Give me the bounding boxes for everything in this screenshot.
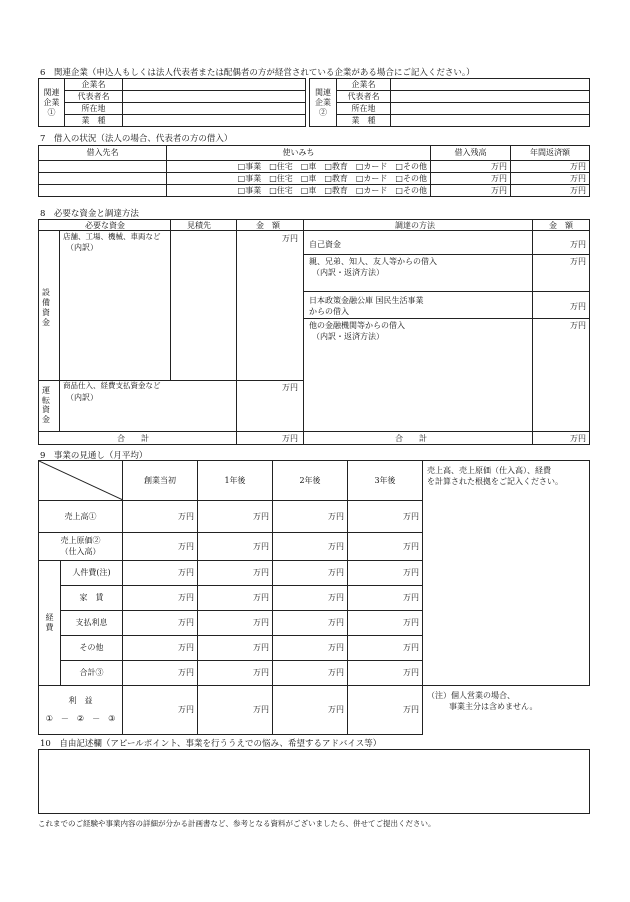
header-funding-method: 調達の方法 [395,221,435,230]
usage-checkboxes[interactable]: □事業 □住宅 □車 □教育 □カード □その他 [167,161,431,173]
row-cost-label: 売上原価② [60,536,101,546]
other-unit: 万円 [198,636,273,661]
method-own-unit: 万円 [570,240,586,249]
rent-unit: 万円 [123,586,198,611]
field-industry: 業 種 [65,115,123,127]
subtotal-unit: 万円 [123,661,198,686]
row-interest: 支払利息 [61,611,123,636]
rent-unit: 万円 [273,586,348,611]
working-breakdown: （内訳） [66,393,98,402]
basis-cell[interactable] [423,461,590,686]
table-row [39,161,590,173]
subtotal-unit: 万円 [273,661,348,686]
profit-unit: 万円 [348,686,423,735]
cost-unit: 万円 [123,533,198,561]
free-description-box[interactable] [38,749,590,814]
industry-input[interactable] [123,115,306,127]
row-personnel: 人件費(注) [61,561,123,586]
profit-unit: 万円 [198,686,273,735]
header-annual-repayment: 年間返済額 [511,146,590,161]
profit-unit: 万円 [123,686,198,735]
header-needed-funds: 必要な資金 [85,221,125,230]
field-company-name: 企業名 [337,79,391,91]
equipment-amount-unit: 万円 [282,234,298,243]
balance-unit: 万円 [431,161,511,173]
repayment-unit: 万円 [511,161,590,173]
header-quote-source: 見積先 [187,221,211,230]
other-unit: 万円 [348,636,423,661]
diagonal-line [39,461,123,500]
personnel-unit: 万円 [348,561,423,586]
working-amount-unit: 万円 [282,383,298,392]
industry-input[interactable] [391,115,590,127]
working-funds-label: 運転資金 [42,386,50,424]
method-jfc-unit: 万円 [570,302,586,311]
business-outlook-table [38,460,590,735]
field-representative: 代表者名 [65,91,123,103]
col-year-3: 3年後 [348,461,423,501]
field-industry: 業 種 [337,115,391,127]
personnel-unit: 万円 [273,561,348,586]
row-cost [39,533,123,561]
method-family-unit: 万円 [570,257,586,266]
balance-unit: 万円 [431,185,511,197]
related-company-2-label: 関連企業② [310,79,337,127]
equipment-funds-label: 設備資金 [42,288,50,327]
equipment-breakdown: （内訳） [66,243,98,252]
company-name-input[interactable] [391,79,590,91]
rent-unit: 万円 [348,586,423,611]
other-unit: 万円 [273,636,348,661]
company-name-input[interactable] [123,79,306,91]
section-10-title: 10 自由記述欄（アピールポイント、事業を行ううえでの悩み、希望するアドバイス等） [40,739,382,749]
rent-unit: 万円 [198,586,273,611]
lender-input[interactable] [39,185,167,197]
table-row [39,185,590,197]
footer-note: これまでのご経験や事業内容の詳細が分かる計画書など、参考となる資料がございましたら、併せてご提出ください。 [38,819,436,828]
field-company-name: 企業名 [65,79,123,91]
address-input[interactable] [391,103,590,115]
row-sales: 売上高① [39,501,123,533]
lender-input[interactable] [39,161,167,173]
col-start: 創業当初 [123,461,198,501]
equipment-desc: 店舗、工場、機械、車両など [63,232,161,241]
personnel-unit: 万円 [198,561,273,586]
representative-input[interactable] [391,91,590,103]
address-input[interactable] [123,103,306,115]
row-subtotal: 合計③ [61,661,123,686]
related-company-table-1 [38,78,306,127]
diagonal-cell [39,461,123,501]
representative-input[interactable] [123,91,306,103]
method-other-detail: （内訳・返済方法） [312,332,384,341]
col-year-2: 2年後 [273,461,348,501]
profit-label: 利 益 [68,696,93,706]
method-family-loan: 親、兄弟、知人、友人等からの借入 [309,257,437,266]
col-year-1: 1年後 [198,461,273,501]
cost-unit: 万円 [348,533,423,561]
header-usage: 使いみち [167,146,431,161]
sales-unit: 万円 [123,501,198,533]
total-label-2: 合 計 [395,434,427,443]
sales-unit: 万円 [198,501,273,533]
subtotal-unit: 万円 [348,661,423,686]
method-own-funds: 自己資金 [309,240,341,249]
row-cost-sub: （仕入高） [60,546,101,556]
lender-input[interactable] [39,173,167,185]
method-family-detail: （内訳・返済方法） [312,268,384,277]
table-row [39,686,590,735]
expense-label: 経費 [39,561,61,686]
header-balance: 借入残高 [431,146,511,161]
interest-unit: 万円 [198,611,273,636]
interest-unit: 万円 [348,611,423,636]
total-amount-unit-2: 万円 [570,434,586,443]
cost-unit: 万円 [198,533,273,561]
row-profit [39,686,123,735]
total-label: 合 計 [117,434,149,443]
header-amount: 金 額 [256,221,280,230]
method-jfc-loan: 日本政策金融公庫 国民生活事業 [309,296,424,305]
profit-note-2: 事業主分は含めません。 [449,702,538,712]
row-other: その他 [61,636,123,661]
interest-unit: 万円 [123,611,198,636]
header-lender: 借入先名 [39,146,167,161]
table-row [39,173,590,185]
profit-unit: 万円 [273,686,348,735]
working-desc: 商品仕入、経費支払資金など [63,381,161,390]
header-amount-2: 金 額 [549,221,573,230]
cost-unit: 万円 [273,533,348,561]
sales-unit: 万円 [348,501,423,533]
section-6-title: 6 関連企業（申込人もしくは法人代表者または配偶者の方が経営されている企業がある場合にご記入ください。） [40,68,475,78]
field-representative: 代表者名 [337,91,391,103]
profit-note [423,686,590,735]
section-8-title: 8 必要な資金と調達方法 [40,209,139,219]
section-7-title: 7 借入の状況（法人の場合、代表者の方の借入） [40,134,233,144]
personnel-unit: 万円 [123,561,198,586]
field-address: 所在地 [337,103,391,115]
profit-formula: ① － ② － ③ [45,714,116,723]
sales-unit: 万円 [273,501,348,533]
usage-checkboxes[interactable]: □事業 □住宅 □車 □教育 □カード □その他 [167,185,431,197]
subtotal-unit: 万円 [198,661,273,686]
repayment-unit: 万円 [511,173,590,185]
total-amount-unit: 万円 [282,434,298,443]
borrowing-table [38,145,590,197]
balance-unit: 万円 [431,173,511,185]
other-unit: 万円 [123,636,198,661]
profit-note-1: （注）個人営業の場合、 [427,691,515,700]
basis-note-2: を計算された根拠をご記入ください。 [427,477,563,487]
basis-note-1: 売上高、売上原価（仕入高）、経費 [427,466,551,475]
repayment-unit: 万円 [511,185,590,197]
usage-checkboxes[interactable]: □事業 □住宅 □車 □教育 □カード □その他 [167,173,431,185]
interest-unit: 万円 [273,611,348,636]
section-9-title: 9 事業の見通し（月平均） [40,451,148,461]
method-jfc-loan-2: からの借入 [309,307,349,316]
row-rent: 家 賃 [61,586,123,611]
related-company-1-label: 関連企業① [39,79,65,127]
field-address: 所在地 [65,103,123,115]
method-other-unit: 万円 [570,321,586,330]
related-company-table-2 [309,78,590,127]
method-other-loan: 他の金融機関等からの借入 [309,321,405,330]
